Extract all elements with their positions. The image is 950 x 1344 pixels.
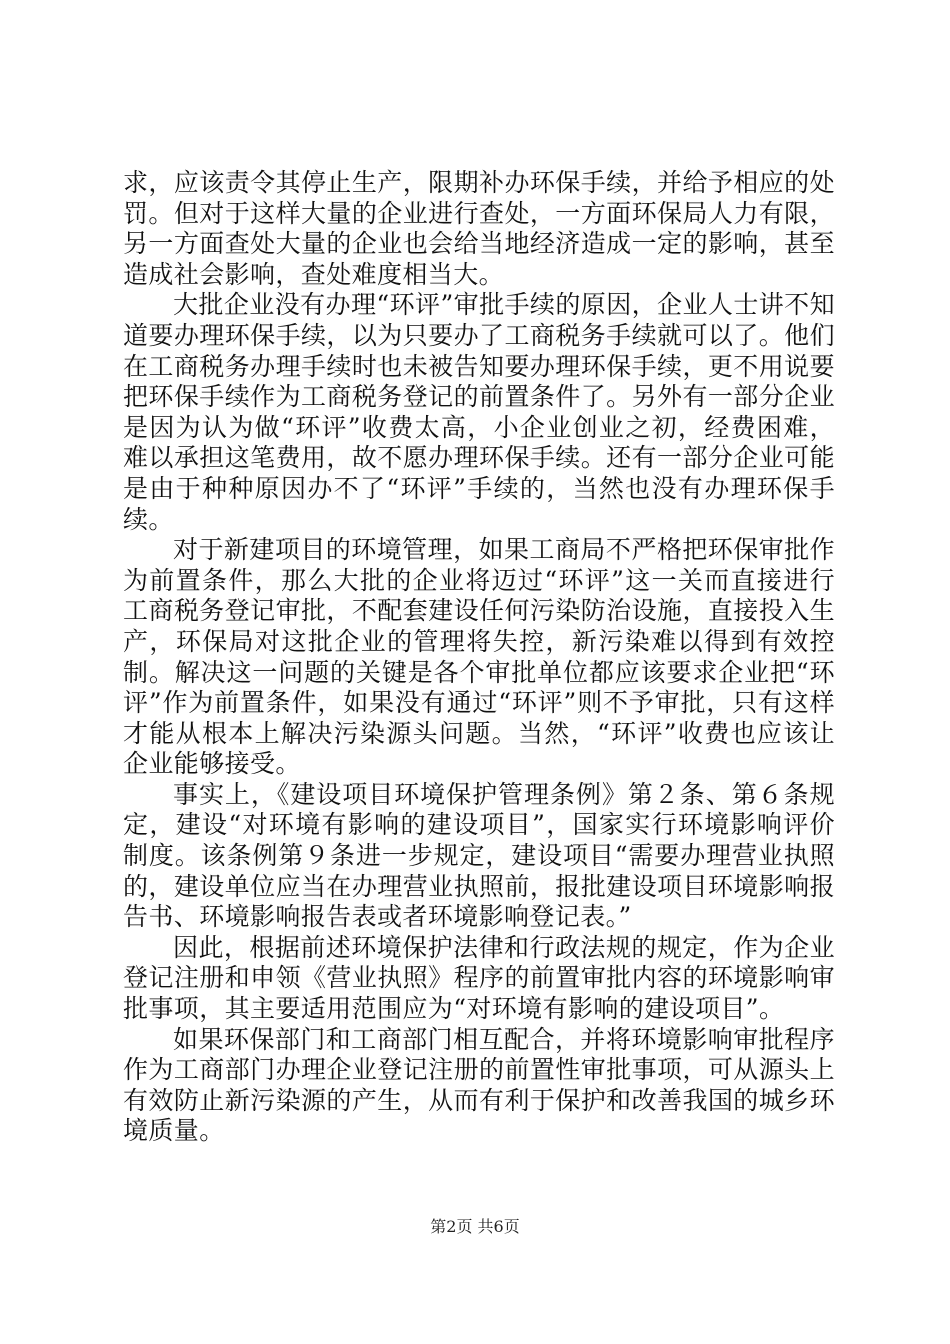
paragraph-continued: 求，应该责令其停止生产，限期补办环保手续，并给予相应的处罚。但对于这样大量的企业进行查处，一方面环保局人力有限，另一方面查处大量的企业也会给当地经济造成一定的影响，甚至造成社会影响，查处难度相当大。 (123, 168, 835, 289)
paragraph-regulations: 事实上，《建设项目环境保护管理条例》第２条、第６条规定，建设“对环境有影响的建设项目”，国家实行环境影响评价制度。该条例第９条进一步规定，建设项目“需要办理营业执照的，建设单位应当在办理营业执照前，报批建设项目环境影响报告书、环境影响报告表或者环境影响登记表。” (123, 779, 835, 932)
paragraph-reasons: 大批企业没有办理“环评”审批手续的原因，企业人士讲不知道要办理环保手续，以为只要办了工商税务手续就可以了。他们在工商税务办理手续时也未被告知要办理环保手续，更不用说要把环保手续作为工商税务登记的前置条件了。另外有一部分企业是因为认为做“环评”收费太高，小企业创业之初，经费困难，难以承担这笔费用，故不愿办理环保手续。还有一部分企业可能是由于种种原因办不了“环评”手续的，当然也没有办理环保手续。 (123, 290, 835, 534)
paragraph-new-projects: 对于新建项目的环境管理，如果工商局不严格把环保审批作为前置条件，那么大批的企业将迈过“环评”这一关而直接进行工商税务登记审批，不配套建设任何污染防治设施，直接投入生产，环保局对这批企业的管理将失控，新污染难以得到有效控制。解决这一问题的关键是各个审批单位都应该要求企业把“环评”作为前置条件，如果没有通过“环评”则不予审批，只有这样才能从根本上解决污染源头问题。当然，“环评”收费也应该让企业能够接受。 (123, 535, 835, 779)
document-body (123, 168, 835, 1147)
paragraph-conclusion: 如果环保部门和工商部门相互配合，并将环境影响审批程序作为工商部门办理企业登记注册的前置性审批事项，可从源头上有效防止新污染源的产生，从而有利于保护和改善我国的城乡环境质量。 (123, 1024, 835, 1146)
paragraph-therefore: 因此，根据前述环境保护法律和行政法规的规定，作为企业登记注册和申领《营业执照》程序的前置审批内容的环境影响审批事项，其主要适用范围应为“对环境有影响的建设项目”。 (123, 932, 835, 1024)
page-footer: 第2页 共6页 (430, 1217, 520, 1236)
